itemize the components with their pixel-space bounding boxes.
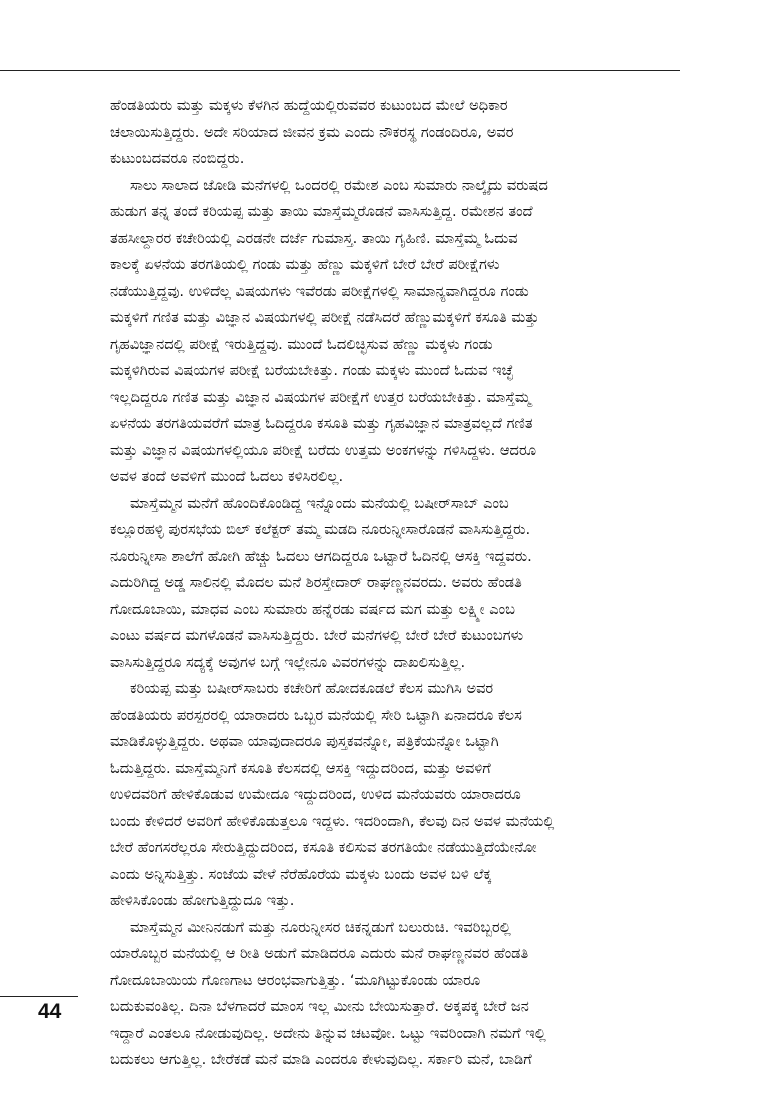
text-line: ನಡೆಯುತ್ತಿದ್ದವು. ಉಳಿದೆಲ್ಲ ವಿಷಯಗಳು ಇವೆರಡು ಪರೀಕ್ಷೆಗಳಲ್ಲಿ ಸಾಮಾನ್ಯವಾಗಿದ್ದರೂ ಗಂಡು <box>110 282 529 300</box>
text-line: ಅವಳ ತಂದೆ ಅವಳಿಗೆ ಮುಂದೆ ಓದಲು ಕಳಿಸಿರಲಿಲ್ಲ. <box>110 468 344 485</box>
text-line: ಮತ್ತು ವಿಜ್ಞಾನ ವಿಷಯಗಳಲ್ಲಿಯೂ ಪರೀಕ್ಷೆ ಬರೆದು ಉತ್ತಮ ಅಂಕಗಳನ್ನು ಗಳಿಸಿದ್ದಳು. ಆದರೂ <box>110 441 537 459</box>
text-line: ಹೇಳಿಸಿಕೊಂಡು ಹೋಗುತ್ತಿದ್ದುದೂ ಇತ್ತು. <box>110 892 295 909</box>
text-line: ತಹಸೀಲ್ದಾರರ ಕಚೇರಿಯಲ್ಲಿ ಎರಡನೇ ದರ್ಜೆ ಗುಮಾಸ್ತ. ತಾಯಿ ಗೃಹಿಣಿ. ಮಾಸ್ತೆಮ್ಮ ಓದುವ <box>110 229 518 247</box>
text-line: ಏಳನೆಯ ತರಗತಿಯವರೆಗೆ ಮಾತ್ರ ಓದಿದ್ದರೂ ಕಸೂತಿ ಮತ್ತು ಗೃಹವಿಜ್ಞಾನ ಮಾತ್ರವಲ್ಲದೆ ಗಣಿತ <box>110 415 533 432</box>
page-number-rule <box>0 996 78 997</box>
text-line: ಬದುಕಲು ಆಗುತ್ತಿಲ್ಲ. ಬೇರೆಕಡೆ ಮನೆ ಮಾಡಿ ಎಂದರೂ ಕೇಳುವುದಿಲ್ಲ. ಸರ್ಕಾರಿ ಮನೆ, ಬಾಡಿಗೆ <box>110 1051 532 1068</box>
body-text <box>110 93 656 1074</box>
text-line: ಮಕ್ಕಳಿಗೆ ಗಣಿತ ಮತ್ತು ವಿಜ್ಞಾನ ವಿಷಯಗಳಲ್ಲಿ ಪರೀಕ್ಷೆ ನಡೆಸಿದರೆ ಹೆಣ್ಣುಮಕ್ಕಳಿಗೆ ಕಸೂತಿ ಮತ್ತು <box>110 309 539 326</box>
text-line: ಬದುಕುವಂತಿಲ್ಲ. ದಿನಾ ಬೆಳಗಾದರೆ ಮಾಂಸ ಇಲ್ಲ ಮೀನು ಬೇಯಿಸುತ್ತಾರೆ. ಅಕ್ಕಪಕ್ಕ ಬೇರೆ ಜನ <box>110 998 529 1015</box>
text-line: ಹೆಂಡತಿಯರು ಪರಸ್ಪರರಲ್ಲಿ ಯಾರಾದರು ಒಬ್ಬರ ಮನೆಯಲ್ಲಿ ಸೇರಿ ಒಟ್ಟಾಗಿ ಏನಾದರೂ ಕೆಲಸ <box>110 706 522 724</box>
paragraph-first-line: ಮಾಸ್ತೆಮ್ಮನ ಮೀನಿನಡುಗೆ ಮತ್ತು ನೂರುನ್ನೀಸರ ಚಿಕನ್ನಡುಗೆ ಬಲುರುಚಿ. ಇವರಿಬ್ಬರಲ್ಲಿ <box>130 918 511 936</box>
text-line: ಗೋದೂಬಾಯಿ, ಮಾಧವ ಎಂಬ ಸುಮಾರು ಹನ್ನೆರಡು ವರ್ಷದ ಮಗ ಮತ್ತು ಲಕ್ಷ್ಮೀ ಎಂಬ <box>110 600 515 618</box>
top-rule <box>0 70 680 71</box>
paragraph-first-line: ಮಾಸ್ತೆಮ್ಮನ ಮನೆಗೆ ಹೊಂದಿಕೊಂಡಿದ್ದ ಇನ್ನೊಂದು ಮನೆಯಲ್ಲಿ ಬಷೀರ್‌ಸಾಬ್ ಎಂಬ <box>130 494 509 512</box>
text-line: ಹೆಂಡತಿಯರು ಮತ್ತು ಮಕ್ಕಳು ಕೆಳಗಿನ ಹುದ್ದೆಯಲ್ಲಿರುವವರ ಕುಟುಂಬದ ಮೇಲೆ ಅಧಿಕಾರ <box>110 97 508 114</box>
text-line: ಗೋದೂಬಾಯಿಯ ಗೊಣಗಾಟ ಆರಂಭವಾಗುತ್ತಿತ್ತು. ‘ಮೂಗಿಟ್ಟುಕೊಂಡು ಯಾರೂ <box>110 971 481 989</box>
text-line: ಇಲ್ಲದಿದ್ದರೂ ಗಣಿತ ಮತ್ತು ವಿಜ್ಞಾನ ವಿಷಯಗಳ ಪರೀಕ್ಷೆಗೆ ಉತ್ತರ ಬರೆಯಬೇಕಿತ್ತು. ಮಾಸ್ತೆಮ್ಮ <box>110 388 531 406</box>
text-line: ಇದ್ದಾರೆ ಎಂತಲೂ ನೋಡುವುದಿಲ್ಲ. ಅದೇನು ತಿನ್ನುವ ಚಟವೋ. ಒಟ್ಟು ಇವರಿಂದಾಗಿ ನಮಗೆ ಇಲ್ಲಿ <box>110 1024 546 1042</box>
paragraph-first-line: ಕರಿಯಪ್ಪ ಮತ್ತು ಬಷೀರ್‌ಸಾಬರು ಕಚೇರಿಗೆ ಹೋದಕೂಡಲೆ ಕೆಲಸ ಮುಗಿಸಿ ಅವರ <box>130 680 494 697</box>
text-line: ಓದುತ್ತಿದ್ದರು. ಮಾಸ್ತೆಮ್ಮನಿಗೆ ಕಸೂತಿ ಕೆಲಸದಲ್ಲಿ ಆಸಕ್ತಿ ಇದ್ದುದರಿಂದ, ಮತ್ತು ಅವಳಿಗೆ <box>110 759 491 777</box>
text-line: ನೂರುನ್ನೀಸಾ ಶಾಲೆಗೆ ಹೋಗಿ ಹೆಚ್ಚು ಓದಲು ಆಗದಿದ್ದರೂ ಒಟ್ಟಾರೆ ಓದಿನಲ್ಲಿ ಆಸಕ್ತಿ ಇದ್ದವರು. <box>110 547 532 565</box>
text-line: ಬೇರೆ ಹೆಂಗಸರೆಲ್ಲರೂ ಸೇರುತ್ತಿದ್ದುದರಿಂದ, ಕಸೂತಿ ಕಲಿಸುವ ತರಗತಿಯೇ ನಡೆಯುತ್ತಿದೆಯೇನೋ <box>110 839 537 856</box>
text-line: ಯಾರೊಬ್ಬರ ಮನೆಯಲ್ಲಿ ಆ ರೀತಿ ಅಡುಗೆ ಮಾಡಿದರೂ ಎದುರು ಮನೆ ರಾಘಣ್ಣನವರ ಹೆಂಡತಿ <box>110 945 529 962</box>
text-line: ಮಕ್ಕಳಿಗಿರುವ ವಿಷಯಗಳ ಪರೀಕ್ಷೆ ಬರೆಯಬೇಕಿತ್ತು. ಗಂಡು ಮಕ್ಕಳು ಮುಂದೆ ಓದುವ ಇಚ್ಛೆ <box>110 362 514 379</box>
text-line: ಉಳಿದವರಿಗೆ ಹೇಳಿಕೊಡುವ ಉಮೇದೂ ಇದ್ದುದರಿಂದ, ಉಳಿದ ಮನೆಯವರು ಯಾರಾದರೂ <box>110 786 521 803</box>
text-line: ಬಂದು ಕೇಳಿದರೆ ಅವರಿಗೆ ಹೇಳಿಕೊಡುತ್ತಲೂ ಇದ್ದಳು. ಇದರಿಂದಾಗಿ, ಕೆಲವು ದಿನ ಅವಳ ಮನೆಯಲ್ಲಿ <box>110 812 555 830</box>
text-line: ಕಲ್ಲೂರಹಳ್ಳಿ ಪುರಸಭೆಯ ಬಿಲ್ ಕಲೆಕ್ಟರ್ ತಮ್ಮ ಮಡದಿ ನೂರುನ್ನೀಸಾರೊಡನೆ ವಾಸಿಸುತ್ತಿದ್ದರು. <box>110 521 531 538</box>
text-line: ಚಲಾಯಿಸುತ್ತಿದ್ದರು. ಅದೇ ಸರಿಯಾದ ಜೀವನ ಕ್ರಮ ಎಂದು ನೌಕರಸ್ಥ ಗಂಡಂದಿರೂ, ಅವರ <box>110 123 514 141</box>
text-line: ಗೃಹವಿಜ್ಞಾನದಲ್ಲಿ ಪರೀಕ್ಷೆ ಇರುತ್ತಿದ್ದವು. ಮುಂದೆ ಓದಲಿಚ್ಛಿಸುವ ಹೆಣ್ಣು ಮಕ್ಕಳು ಗಂಡು <box>110 335 493 353</box>
text-line: ಕುಟುಂಬದವರೂ ನಂಬಿದ್ದರು. <box>110 150 245 167</box>
page-number: 44 <box>38 1000 62 1023</box>
paragraph-first-line: ಸಾಲು ಸಾಲಾದ ಜೋಡಿ ಮನೆಗಳಲ್ಲಿ ಒಂದರಲ್ಲಿ ರಮೇಶ ಎಂಬ ಸುಮಾರು ನಾಲ್ಕೈದು ವರುಷದ <box>130 176 548 194</box>
text-line: ಎಂಟು ವರ್ಷದ ಮಗಳೊಡನೆ ವಾಸಿಸುತ್ತಿದ್ದರು. ಬೇರೆ ಮನೆಗಳಲ್ಲಿ ಬೇರೆ ಬೇರೆ ಕುಟುಂಬಗಳು <box>110 627 524 644</box>
text-line: ಹುಡುಗ ತನ್ನ ತಂದೆ ಕರಿಯಪ್ಪ ಮತ್ತು ತಾಯಿ ಮಾಸ್ತೆಮ್ಮರೊಡನೆ ವಾಸಿಸುತ್ತಿದ್ದ. ರಮೇಶನ ತಂದೆ <box>110 203 533 220</box>
text-line: ಎದುರಿಗಿದ್ದ ಅಡ್ಡ ಸಾಲಿನಲ್ಲಿ ಮೊದಲ ಮನೆ ಶಿರಸ್ತೇದಾರ್ ರಾಘಣ್ಣನವರದು. ಅವರು ಹೆಂಡತಿ <box>110 574 522 591</box>
text-line: ಕಾಲಕ್ಕೆ ಏಳನೆಯ ತರಗತಿಯಲ್ಲಿ ಗಂಡು ಮತ್ತು ಹೆಣ್ಣು ಮಕ್ಕಳಿಗೆ ಬೇರೆ ಬೇರೆ ಪರೀಕ್ಷೆಗಳು <box>110 256 500 273</box>
text-line: ಮಾಡಿಕೊಳ್ಳುತ್ತಿದ್ದರು. ಅಥವಾ ಯಾವುದಾದರೂ ಪುಸ್ತಕವನ್ನೋ, ಪತ್ರಿಕೆಯನ್ನೋ ಒಟ್ಟಾಗಿ <box>110 733 499 750</box>
text-line: ಎಂದು ಅನ್ನಿಸುತ್ತಿತ್ತು. ಸಂಜೆಯ ವೇಳೆ ನೆರೆಹೊರೆಯ ಮಕ್ಕಳು ಬಂದು ಅವಳ ಬಳಿ ಲೆಕ್ಕ <box>110 865 492 883</box>
text-line: ವಾಸಿಸುತ್ತಿದ್ದರೂ ಸದ್ಯಕ್ಕೆ ಅವುಗಳ ಬಗ್ಗೆ ಇಲ್ಲೇನೂ ವಿವರಗಳನ್ನು ದಾಖಲಿಸುತ್ತಿಲ್ಲ. <box>110 653 466 671</box>
